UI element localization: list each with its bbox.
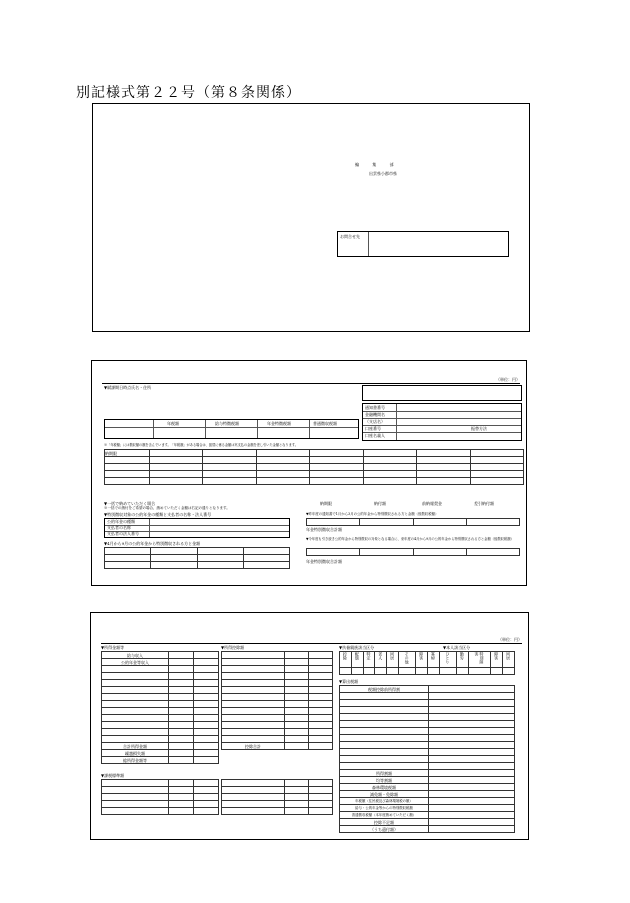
account-box (362, 403, 522, 441)
tax-sub-8: （うち還付額） (340, 826, 429, 833)
tax-sub-2: 森林環境税額 (340, 784, 429, 791)
next-total: 年金特別徴収合計額 (306, 559, 342, 564)
address-label: ▼賦課期日時点氏名・住所 (104, 385, 152, 390)
header-nenkin: 年金特徴税額 (267, 421, 291, 426)
tax-sub-5: 給与・公的年金等からの特別徴収税額 (340, 805, 429, 812)
next-table (306, 548, 520, 556)
notice-number-label: 通知書番号 (365, 405, 385, 410)
header-line-2: 出雲県小郡市県 (369, 171, 397, 176)
income-row-2: 公的年金等収入 (102, 659, 169, 666)
inst-col-1: 納期限 (320, 501, 332, 506)
prior-table (306, 518, 520, 526)
page-3 (90, 612, 529, 840)
header-nenzei: 年税額 (167, 421, 179, 426)
form-title: 別記様式第２２号（第８条関係） (76, 85, 301, 101)
page2-unit: （単位：円） (496, 377, 520, 382)
dep-col-0: 控除 (340, 652, 352, 668)
other-table (101, 779, 219, 815)
income-row-1: 給与収入 (102, 652, 169, 659)
inst-col-2: 納付額 (374, 501, 386, 506)
account-number-label: 口座番号 (365, 426, 381, 431)
inst-col-3: 前納報奨金 (422, 501, 442, 506)
deduction-table (221, 651, 333, 750)
dep-col-6: 障害 (416, 652, 428, 668)
tax-sub-4: 年税額（住民税及び森林環境税の額） (340, 798, 429, 805)
income-total2: 総所得金額等 (102, 757, 169, 764)
branch-label: （支店名） (365, 419, 385, 424)
self-title: ▼本人該当区分 (443, 645, 471, 650)
income-total: 合計所得金額 (102, 743, 169, 750)
inst-col-4: 差引納付額 (474, 501, 494, 506)
deduction-table-2 (221, 779, 333, 815)
address-box (362, 385, 522, 401)
dep-col-1: 配偶 (351, 652, 363, 668)
note-text: ※「年税額」には徴収額の額を含んでいます。「年税額」がある場合は、振替に係る金額は実支払の金額を差し引いた金額となります。 (104, 443, 298, 447)
next-year-note: ▼今年度も引き続き公的年金から特別徴収の対象となる場合に、来年度の4月から9月の公的年金から特別徴収される方と金額（仮徴収税額） (306, 537, 514, 541)
dep-col-4: 同居 (387, 652, 399, 668)
dep-col-5: その他 (398, 652, 415, 668)
deduction-total: 控除合計 (222, 743, 285, 750)
tax-sub-0: 所得割額 (340, 770, 429, 777)
account-holder-label: 口座名義人 (365, 433, 385, 438)
pension-row-3: 支払者の法人番号 (107, 531, 139, 536)
payment-method-label: 振替方法 (471, 426, 487, 431)
contact-box (337, 231, 509, 257)
tax-sub-3: 減免額・免除額 (340, 791, 429, 798)
dependent-title: ▼扶養親族該当区分 (339, 645, 375, 650)
page-2 (91, 360, 527, 586)
income-title: ▼所得金額等 (101, 645, 125, 650)
prior-year-note: ▼昨年度の通知書で1月から3月の公的年金から特別徴収される方と金額（仮徴収税額） (306, 512, 439, 516)
pension-title: ▼特別徴収対象の公的年金の種類と支払者の名称・法人番号 (104, 512, 212, 517)
april-table (104, 547, 290, 569)
period-table (104, 449, 524, 485)
installment-note: ※一括での納付をご希望の場合、納めていただく金額は右記の通りとなります。 (104, 506, 230, 510)
prior-total: 年金特別徴収合計額 (306, 527, 342, 532)
dep-col-7: 寡婦 (427, 652, 439, 668)
other-title: ▼課税標準額 (101, 773, 125, 778)
pension-box (104, 518, 290, 538)
income-deduction: 繰越損失額 (102, 750, 169, 757)
header-futsu: 普通徴収税額 (313, 421, 337, 426)
header-kyuyo: 給与特徴税額 (215, 421, 239, 426)
contact-label: お問合せ先 (340, 234, 360, 239)
installment-title: ▼一括で納めていただく場合 (104, 501, 156, 506)
tax-sub-1: 均等割額 (340, 777, 429, 784)
tax-sub-7: 控除不足額 (340, 819, 429, 826)
dep-col-2: 特定 (363, 652, 375, 668)
header-line-1: 編 集 部 (355, 162, 400, 167)
tax-row-1: 税額控除前所得割 (340, 686, 429, 693)
dep-col-10: 特別障害 (468, 652, 491, 668)
page3-unit: （単位：円） (498, 637, 522, 642)
pension-row-2: 支払者の名称 (107, 525, 131, 530)
pension-april: ▼4月から9月の公的年金から特別徴収される方と金額 (104, 541, 201, 546)
income-table (101, 651, 219, 764)
dependent-table (339, 651, 515, 675)
tax-table (339, 685, 515, 833)
dep-col-9: 勤労 (456, 652, 468, 668)
page-1 (92, 103, 530, 332)
dep-col-12: 同居 (503, 652, 515, 668)
tax-sub-6: 普通徴収税額（本年度納めていただく額） (340, 812, 429, 819)
pension-row-1: 公的年金の種類 (107, 519, 135, 524)
dep-col-11: 障害 (491, 652, 503, 668)
period-label: 納期限 (105, 450, 150, 457)
dep-col-8: ひとり (439, 652, 456, 668)
tax-title: ▼算出税額 (339, 679, 359, 684)
deduction-title: ▼所得控除額 (221, 645, 245, 650)
dep-col-3: 老人 (375, 652, 387, 668)
institution-label: 金融機関名 (365, 412, 385, 417)
tax-amounts-box (104, 419, 359, 439)
